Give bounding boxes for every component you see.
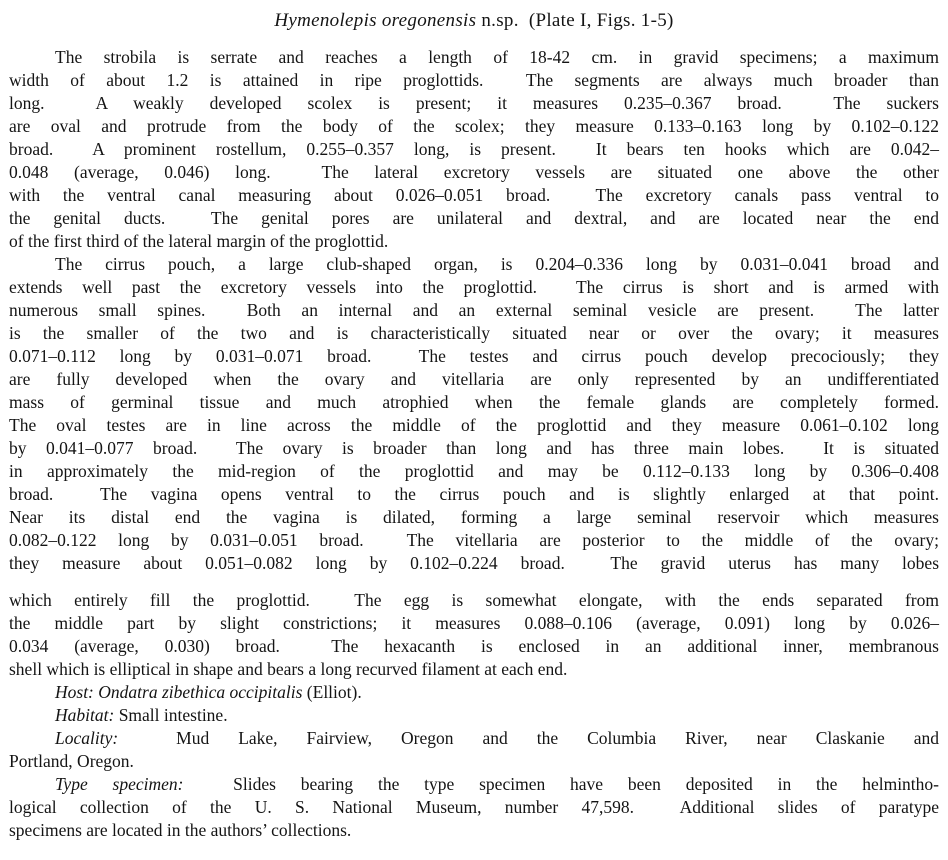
text-segment: Type specimen: — [55, 774, 184, 794]
text-line — [9, 612, 939, 635]
text-line — [9, 299, 939, 322]
text-segment: the middle part by slight constrictions; it measures 0.088–0.106 (average, 0.091) long by 0.026– — [9, 613, 939, 633]
text-segment: Hymenolepis oregonensis — [274, 10, 477, 31]
text-segment: broad. The vagina opens ventral to the cirrus pouch and is slightly enlarged at that point. — [9, 484, 939, 504]
text-segment: shell which is elliptical in shape and bears a long recurved filament at each end. — [9, 659, 568, 679]
text-segment: broad. A prominent rostellum, 0.255–0.357 long, is present. It bears ten hooks which are 0.042– — [9, 139, 939, 159]
text-segment: they measure about 0.051–0.082 long by 0.102–0.224 broad. The gravid uterus has many lobes — [9, 553, 939, 573]
text-line — [9, 161, 939, 184]
text-segment: Portland, Oregon. — [9, 751, 134, 771]
habitat-entry — [9, 704, 939, 727]
section-heading — [9, 8, 939, 34]
text-line — [9, 658, 939, 681]
text-segment: n.sp. (Plate I, Figs. 1-5) — [476, 10, 674, 31]
paragraph-description-3-continuation — [9, 589, 939, 681]
text-line — [9, 69, 939, 92]
text-segment: are fully developed when the ovary and vitellaria are only represented by an undifferentiated — [9, 369, 939, 389]
text-line — [9, 529, 939, 552]
text-segment: 0.034 (average, 0.030) broad. The hexacanth is enclosed in an additional inner, membranous — [9, 636, 939, 656]
text-segment: Habitat: — [55, 705, 115, 725]
text-segment: are oval and protrude from the body of the scolex; they measure 0.133–0.163 long by 0.102–0.122 — [9, 116, 939, 136]
text-line — [9, 704, 939, 727]
text-segment: (Elliot). — [302, 682, 362, 702]
text-line — [9, 727, 939, 750]
host-entry — [9, 681, 939, 704]
text-segment: extends well past the excretory vessels into the proglottid. The cirrus is short and is armed with — [9, 277, 939, 297]
text-segment: 0.071–0.112 long by 0.031–0.071 broad. The testes and cirrus pouch develop precociously; they — [9, 346, 939, 366]
text-line — [9, 345, 939, 368]
text-segment: The oval testes are in line across the middle of the proglottid and they measure 0.061–0.102 long — [9, 415, 939, 435]
text-segment: Host: Ondatra zibethica occipitalis — [55, 682, 303, 702]
text-segment: Small intestine. — [114, 705, 228, 725]
text-line — [9, 138, 939, 161]
text-segment: the genital ducts. The genital pores are unilateral and dextral, and are located near the end — [9, 208, 939, 228]
text-line — [9, 184, 939, 207]
text-segment: The strobila is serrate and reaches a length of 18-42 cm. in gravid specimens; a maximum — [55, 47, 939, 67]
text-segment: width of about 1.2 is attained in ripe proglottids. The segments are always much broader than — [9, 70, 939, 90]
text-segment: logical collection of the U. S. National Museum, number 47,598. Additional slides of paratype — [9, 797, 939, 817]
text-line — [9, 230, 939, 253]
text-segment: long. A weakly developed scolex is present; it measures 0.235–0.367 broad. The suckers — [9, 93, 939, 113]
text-line — [9, 483, 939, 506]
text-line — [9, 92, 939, 115]
text-segment: specimens are located in the authors’ collections. — [9, 820, 352, 840]
text-segment: Mud Lake, Fairview, Oregon and the Columbia River, near Claskanie and — [118, 728, 939, 748]
text-line — [9, 796, 939, 819]
text-line — [9, 391, 939, 414]
text-line — [9, 368, 939, 391]
text-segment: with the ventral canal measuring about 0.026–0.051 broad. The excretory canals pass ventral to — [9, 185, 939, 205]
text-line — [9, 506, 939, 529]
text-line — [9, 115, 939, 138]
text-line — [9, 635, 939, 658]
text-line — [9, 322, 939, 345]
type-specimen-entry — [9, 773, 939, 842]
text-segment: is the smaller of the two and is characteristically situated near or over the ovary; it measures — [9, 323, 939, 343]
text-segment: Slides bearing the type specimen have been deposited in the helmintho- — [183, 774, 939, 794]
text-line — [9, 681, 939, 704]
text-segment: 0.082–0.122 long by 0.031–0.051 broad. The vitellaria are posterior to the middle of the ovary; — [9, 530, 939, 550]
text-line — [9, 552, 939, 575]
page-body — [9, 46, 939, 842]
text-segment: in approximately the mid-region of the proglottid and may be 0.112–0.133 long by 0.306–0.408 — [9, 461, 939, 481]
text-line — [9, 750, 939, 773]
text-segment: mass of germinal tissue and much atrophied when the female glands are completely formed. — [9, 392, 939, 412]
locality-entry — [9, 727, 939, 773]
text-segment: by 0.041–0.077 broad. The ovary is broader than long and has three main lobes. It is situated — [9, 438, 939, 458]
text-segment: Locality: — [55, 728, 119, 748]
text-segment: numerous small spines. Both an internal and an external seminal vesicle are present. The latter — [9, 300, 939, 320]
paragraph-description-1 — [9, 46, 939, 253]
text-segment: 0.048 (average, 0.046) long. The lateral excretory vessels are situated one above the other — [9, 162, 939, 182]
text-line — [9, 589, 939, 612]
text-line — [9, 253, 939, 276]
paragraph-description-2 — [9, 253, 939, 575]
text-line — [9, 46, 939, 69]
text-segment: which entirely fill the proglottid. The egg is somewhat elongate, with the ends separated from — [9, 590, 939, 610]
text-line — [9, 276, 939, 299]
text-line — [9, 460, 939, 483]
text-line — [9, 414, 939, 437]
text-line — [9, 437, 939, 460]
text-line — [9, 819, 939, 842]
text-segment: The cirrus pouch, a large club-shaped organ, is 0.204–0.336 long by 0.031–0.041 broad and — [55, 254, 939, 274]
text-segment: Near its distal end the vagina is dilated, forming a large seminal reservoir which measures — [9, 507, 939, 527]
text-segment: of the first third of the lateral margin of the proglottid. — [9, 231, 389, 251]
text-line — [9, 207, 939, 230]
text-line — [9, 773, 939, 796]
